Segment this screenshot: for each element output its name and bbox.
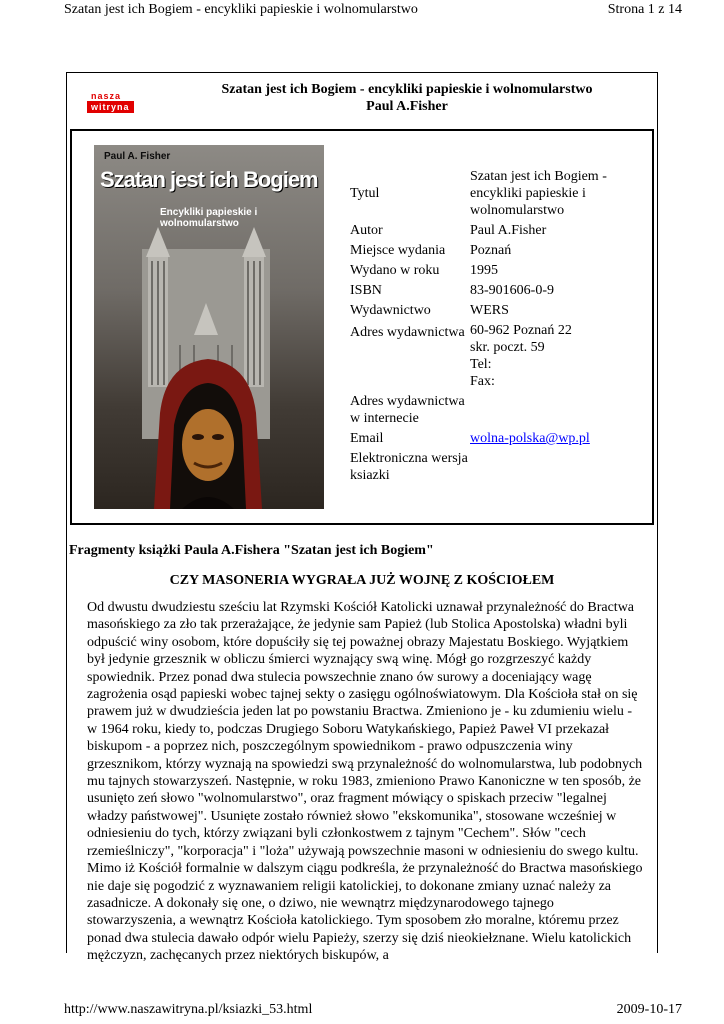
info-value: 83-901606-0-9 bbox=[470, 283, 554, 298]
print-footer bbox=[0, 1002, 724, 1024]
address-line: 60-962 Poznań 22 bbox=[470, 323, 572, 338]
info-label: Email bbox=[350, 431, 384, 446]
email-link[interactable]: wolna-polska@wp.pl bbox=[470, 431, 590, 446]
info-label: Miejsce wydania bbox=[350, 243, 446, 258]
cover-subtitle: Encykliki papieskie i wolnomularstwo bbox=[160, 207, 258, 229]
site-logo[interactable] bbox=[87, 91, 143, 113]
info-value: Poznań bbox=[470, 243, 512, 258]
info-row-place bbox=[350, 241, 630, 261]
spire-right bbox=[242, 227, 266, 257]
info-row-address bbox=[350, 321, 630, 392]
content-frame bbox=[66, 72, 658, 964]
info-label: Elektroniczna wersja ksiazki bbox=[350, 451, 468, 483]
book-details-box bbox=[70, 129, 654, 525]
print-footer-date: 2009-10-17 bbox=[616, 1002, 682, 1017]
cover-title: Szatan jest ich Bogiem bbox=[100, 167, 318, 192]
info-label: ISBN bbox=[350, 283, 382, 298]
print-header-title: Szatan jest ich Bogiem - encykliki papieskie i wolnomularstwo bbox=[64, 2, 418, 17]
print-footer-url: http://www.naszawitryna.pl/ksiazki_53.html bbox=[64, 1002, 313, 1017]
info-label: Adres wydawnictwa w internecie bbox=[350, 394, 465, 426]
logo-bottom-text: witryna bbox=[87, 101, 134, 113]
info-row-ebook bbox=[350, 449, 630, 486]
info-row-web bbox=[350, 392, 630, 429]
info-value bbox=[470, 392, 630, 429]
info-row-year bbox=[350, 261, 630, 281]
book-cover-image bbox=[94, 145, 324, 509]
book-title: Szatan jest ich Bogiem - encykliki papieskie i wolnomularstwo bbox=[221, 82, 593, 97]
info-row-title bbox=[350, 167, 630, 221]
chapter-heading: CZY MASONERIA WYGRAŁA JUŻ WOJNĘ Z KOŚCIOŁEM bbox=[169, 573, 555, 588]
info-row-isbn bbox=[350, 281, 630, 301]
logo-top-text: nasza bbox=[91, 91, 122, 101]
info-label: Wydano w roku bbox=[350, 263, 440, 278]
info-value bbox=[470, 321, 630, 392]
address-line: skr. poczt. 59 bbox=[470, 340, 545, 355]
book-title-block bbox=[167, 81, 647, 115]
info-value bbox=[470, 429, 630, 449]
info-value: Szatan jest ich Bogiem - encykliki papieskie i wolnomularstwo bbox=[470, 169, 607, 218]
info-row-publisher bbox=[350, 301, 630, 321]
info-row-author bbox=[350, 221, 630, 241]
print-header-page: Strona 1 z 14 bbox=[607, 2, 682, 17]
eye-right bbox=[212, 434, 224, 440]
cover-illustration bbox=[94, 145, 324, 509]
address-line: Fax: bbox=[470, 374, 495, 389]
book-info-table bbox=[350, 167, 630, 486]
info-label: Tytul bbox=[350, 186, 380, 201]
info-label: Wydawnictwo bbox=[350, 303, 431, 318]
eye-left bbox=[192, 434, 204, 440]
info-label: Adres wydawnictwa bbox=[350, 325, 465, 340]
book-author: Paul A.Fisher bbox=[366, 99, 448, 114]
info-row-email bbox=[350, 429, 630, 449]
info-label: Autor bbox=[350, 223, 383, 238]
address-line: Tel: bbox=[470, 357, 492, 372]
info-value bbox=[470, 449, 630, 486]
spire-left bbox=[146, 227, 170, 257]
face bbox=[182, 409, 234, 481]
body-text: Od dwustu dwudziestu sześciu lat Rzymski Kościół Katolicki uznawał przynależność do Bractwa masońskiego za zło tak przerażające, że jedynie sam Papież (lub Stolica Apostolska) władni byli odpuścić winy osobom, które dopuściły się tej poważnej obrazy Majestatu Boskiego. Wyjątkiem był jedynie grzesznik w obliczu śmierci wyznający swą winę. Mógł go rozgrzeszyć każdy spowiednik. Przez ponad dwa stulecia powszechnie znano ów surowy a doceniający wagę zagrożenia osąd papieski wobec tajnej sekty o zasięgu ogólnoświatowym. Dla Kościoła stał on się prawem już w dwudzieścia jeden lat po powstaniu Bractwa. Zmieniono je - ku zdumieniu wielu - w 1964 roku, kiedy to, podczas Drugiego Soboru Watykańskiego, Papież Paweł VI przekazał biskupom - a poprzez nich, poszczególnym spowiednikom - prawo odpuszczenia winy grzesznikom, którzy wyznają na spowiedzi swą przynależność do wolnomularstwa, lub podobnych mu tajnych stowarzyszeń. Następnie, w roku 1983, zmieniono Prawo Kanoniczne w ten sposób, że usunięto zeń słowo "wolnomularstwo", oraz fragment mówiący o spiskach przeciw "legalnej władzy państwowej". Usunięte zostało również słowo "ekskomunika", stosowane wcześniej w odniesieniu do tych, którzy związani byli członkostwem z tajnym "Cechem". Słów "cech rzemieślniczy", "korporacja" i "loża" używają powszechnie masoni w odniesieniu do swego kultu. Mimo iż Kościół formalnie w dalszym ciągu podkreśla, że przynależność do Bractwa masońskiego nie daje się pogodzić z wyznawaniem religii katolickiej, to dokonane zmiany uznać należy za zasadnicze. A dokonały się one, o dziwo, nie wewnątrz międzynarodowego tajnego stowarzyszenia, a wewnątrz Kościoła katolickiego. Tym sposobem zło moralne, któremu przez ponad dwa stulecia dawało odpór wielu Papieży, szerzy się dziś nieokiełznane. Wielu katolickich mężczyzn, zachęcanych przez niektórych biskupów, a bbox=[87, 600, 643, 964]
info-value: WERS bbox=[470, 303, 509, 318]
info-value: Paul A.Fisher bbox=[470, 223, 547, 238]
cover-author: Paul A. Fisher bbox=[104, 151, 171, 162]
info-value: 1995 bbox=[470, 263, 498, 278]
section-title: Fragmenty książki Paula A.Fishera "Szatan jest ich Bogiem" bbox=[69, 543, 434, 558]
print-header bbox=[0, 0, 724, 22]
